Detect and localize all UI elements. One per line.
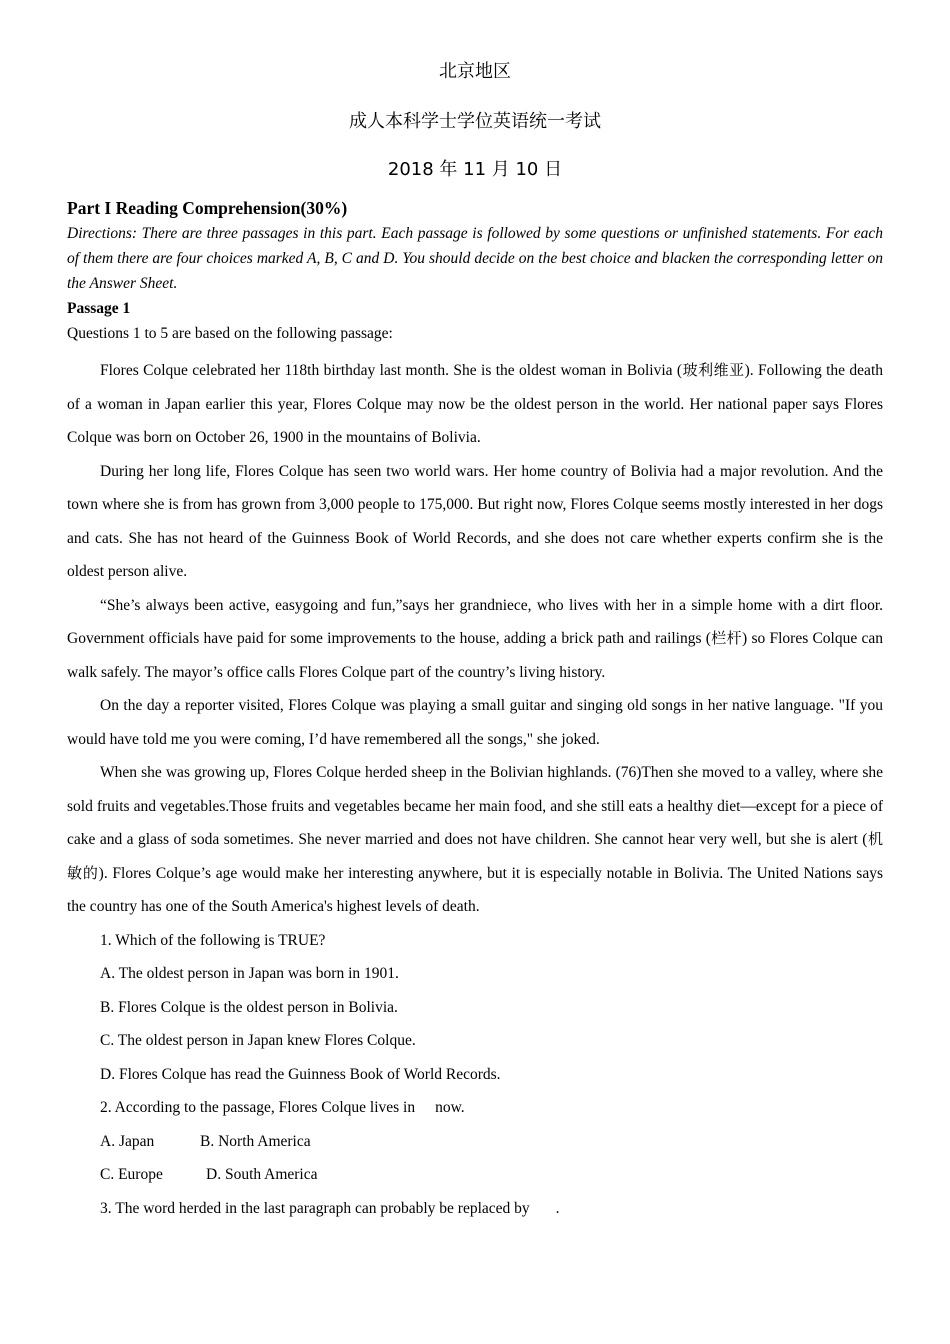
- question-3-stem-text-a: 3. The word herded in the last paragraph can probably be replaced by: [100, 1199, 530, 1217]
- paragraph-1-text-a: Flores Colque celebrated her 118th birthday last month. She is the oldest woman in Bolivia (: [100, 362, 683, 379]
- question-1-option-a: A. The oldest person in Japan was born in 1901.: [100, 965, 399, 982]
- exam-date: 2018 年 11 月 10 日: [387, 159, 563, 180]
- paragraph-3: [67, 589, 883, 690]
- question-2-options-row-2: [67, 1158, 883, 1192]
- question-1-option-d: D. Flores Colque has read the Guinness Book of World Records.: [100, 1065, 501, 1083]
- passage-heading: Passage 1: [67, 300, 131, 317]
- paragraph-3-text-a: “She’s always been active, easygoing and fun,”says her grandniece, who lives with her in a simple home with a dirt floor. Government officials have paid for some improvements to the house, adding a brick path and railings (: [67, 596, 883, 647]
- question-2-stem: [67, 1091, 883, 1125]
- paragraph-3-text-b: ) so Flores Colque can walk safely. The mayor’s office calls Flores Colque part of the country’s living history.: [67, 630, 883, 681]
- paragraph-1-gloss: 玻利维亚: [682, 361, 745, 379]
- paragraph-3-gloss: 栏杆: [710, 629, 743, 647]
- exam-content: [67, 195, 883, 1225]
- question-2-option-d: D. South America: [206, 1166, 318, 1183]
- passage-intro: Questions 1 to 5 are based on the following passage:: [67, 325, 393, 342]
- question-2-option-b: B. North America: [200, 1132, 311, 1150]
- paragraph-1: [67, 354, 883, 455]
- question-2-options-row-1: [67, 1125, 883, 1159]
- directions: Directions: There are three passages in this part. Each passage is followed by some questions or unfinished statements. For each of them there are four choices marked A, B, C and D. You should decide on the best choice and blacken the corresponding letter on the Answer Sheet.: [67, 225, 883, 292]
- question-2-stem-text-b: now.: [435, 1099, 465, 1116]
- paragraph-5-gloss: 机敏的: [67, 830, 883, 882]
- question-1-stem: 1. Which of the following is TRUE?: [100, 931, 326, 949]
- paragraph-1-text-b: ). Following the death of a woman in Japan earlier this year, Flores Colque may now be the oldest person in the world. Her national paper says Flores Colque was born on October 26, 1900 in the mountains of Bolivia.: [67, 362, 883, 446]
- question-1-option-c: C. The oldest person in Japan knew Flores Colque.: [100, 1032, 416, 1049]
- paragraph-2: During her long life, Flores Colque has seen two world wars. Her home country of Bolivia had a major revolution. And the town where she is from has grown from 3,000 people to 175,000. But right now, Flores Colque seems mostly interested in her dogs and cats. She has not heard of the Guinness Book of World Records, and she does not care whether experts confirm she is the oldest person alive.: [67, 462, 883, 580]
- exam-title: 成人本科学士学位英语统一考试: [349, 111, 601, 132]
- question-2-option-c: C. Europe: [100, 1166, 163, 1183]
- question-3-stem-text-b: .: [555, 1199, 560, 1217]
- question-3-stem: [67, 1192, 883, 1226]
- question-1-option-b: B. Flores Colque is the oldest person in Bolivia.: [100, 998, 398, 1016]
- question-2-stem-text-a: 2. According to the passage, Flores Colque lives in: [100, 1099, 416, 1116]
- part-heading: Part I Reading Comprehension(30%): [67, 198, 348, 218]
- paragraph-5: [67, 756, 883, 924]
- question-2-option-a: A. Japan: [100, 1132, 155, 1150]
- paragraph-5-text-b: ). Flores Colque’s age would make her interesting anywhere, but it is especially notable in Bolivia. The United Nations says the country has one of the South America's highest levels of death.: [67, 864, 883, 915]
- paragraph-4: On the day a reporter visited, Flores Colque was playing a small guitar and singing old songs in her native language. "If you would have told me you were coming, I’d have remembered all the songs," she joked.: [67, 697, 883, 748]
- paragraph-5-text-a: When she was growing up, Flores Colque herded sheep in the Bolivian highlands. (76)Then she moved to a valley, where she sold fruits and vegetables.Those fruits and vegetables became her main food, and she still eats a healthy diet—except for a piece of cake and a glass of soda sometimes. She never married and does not have children. She cannot hear very well, but she is alert (: [67, 764, 883, 848]
- region-title: 北京地区: [439, 61, 511, 82]
